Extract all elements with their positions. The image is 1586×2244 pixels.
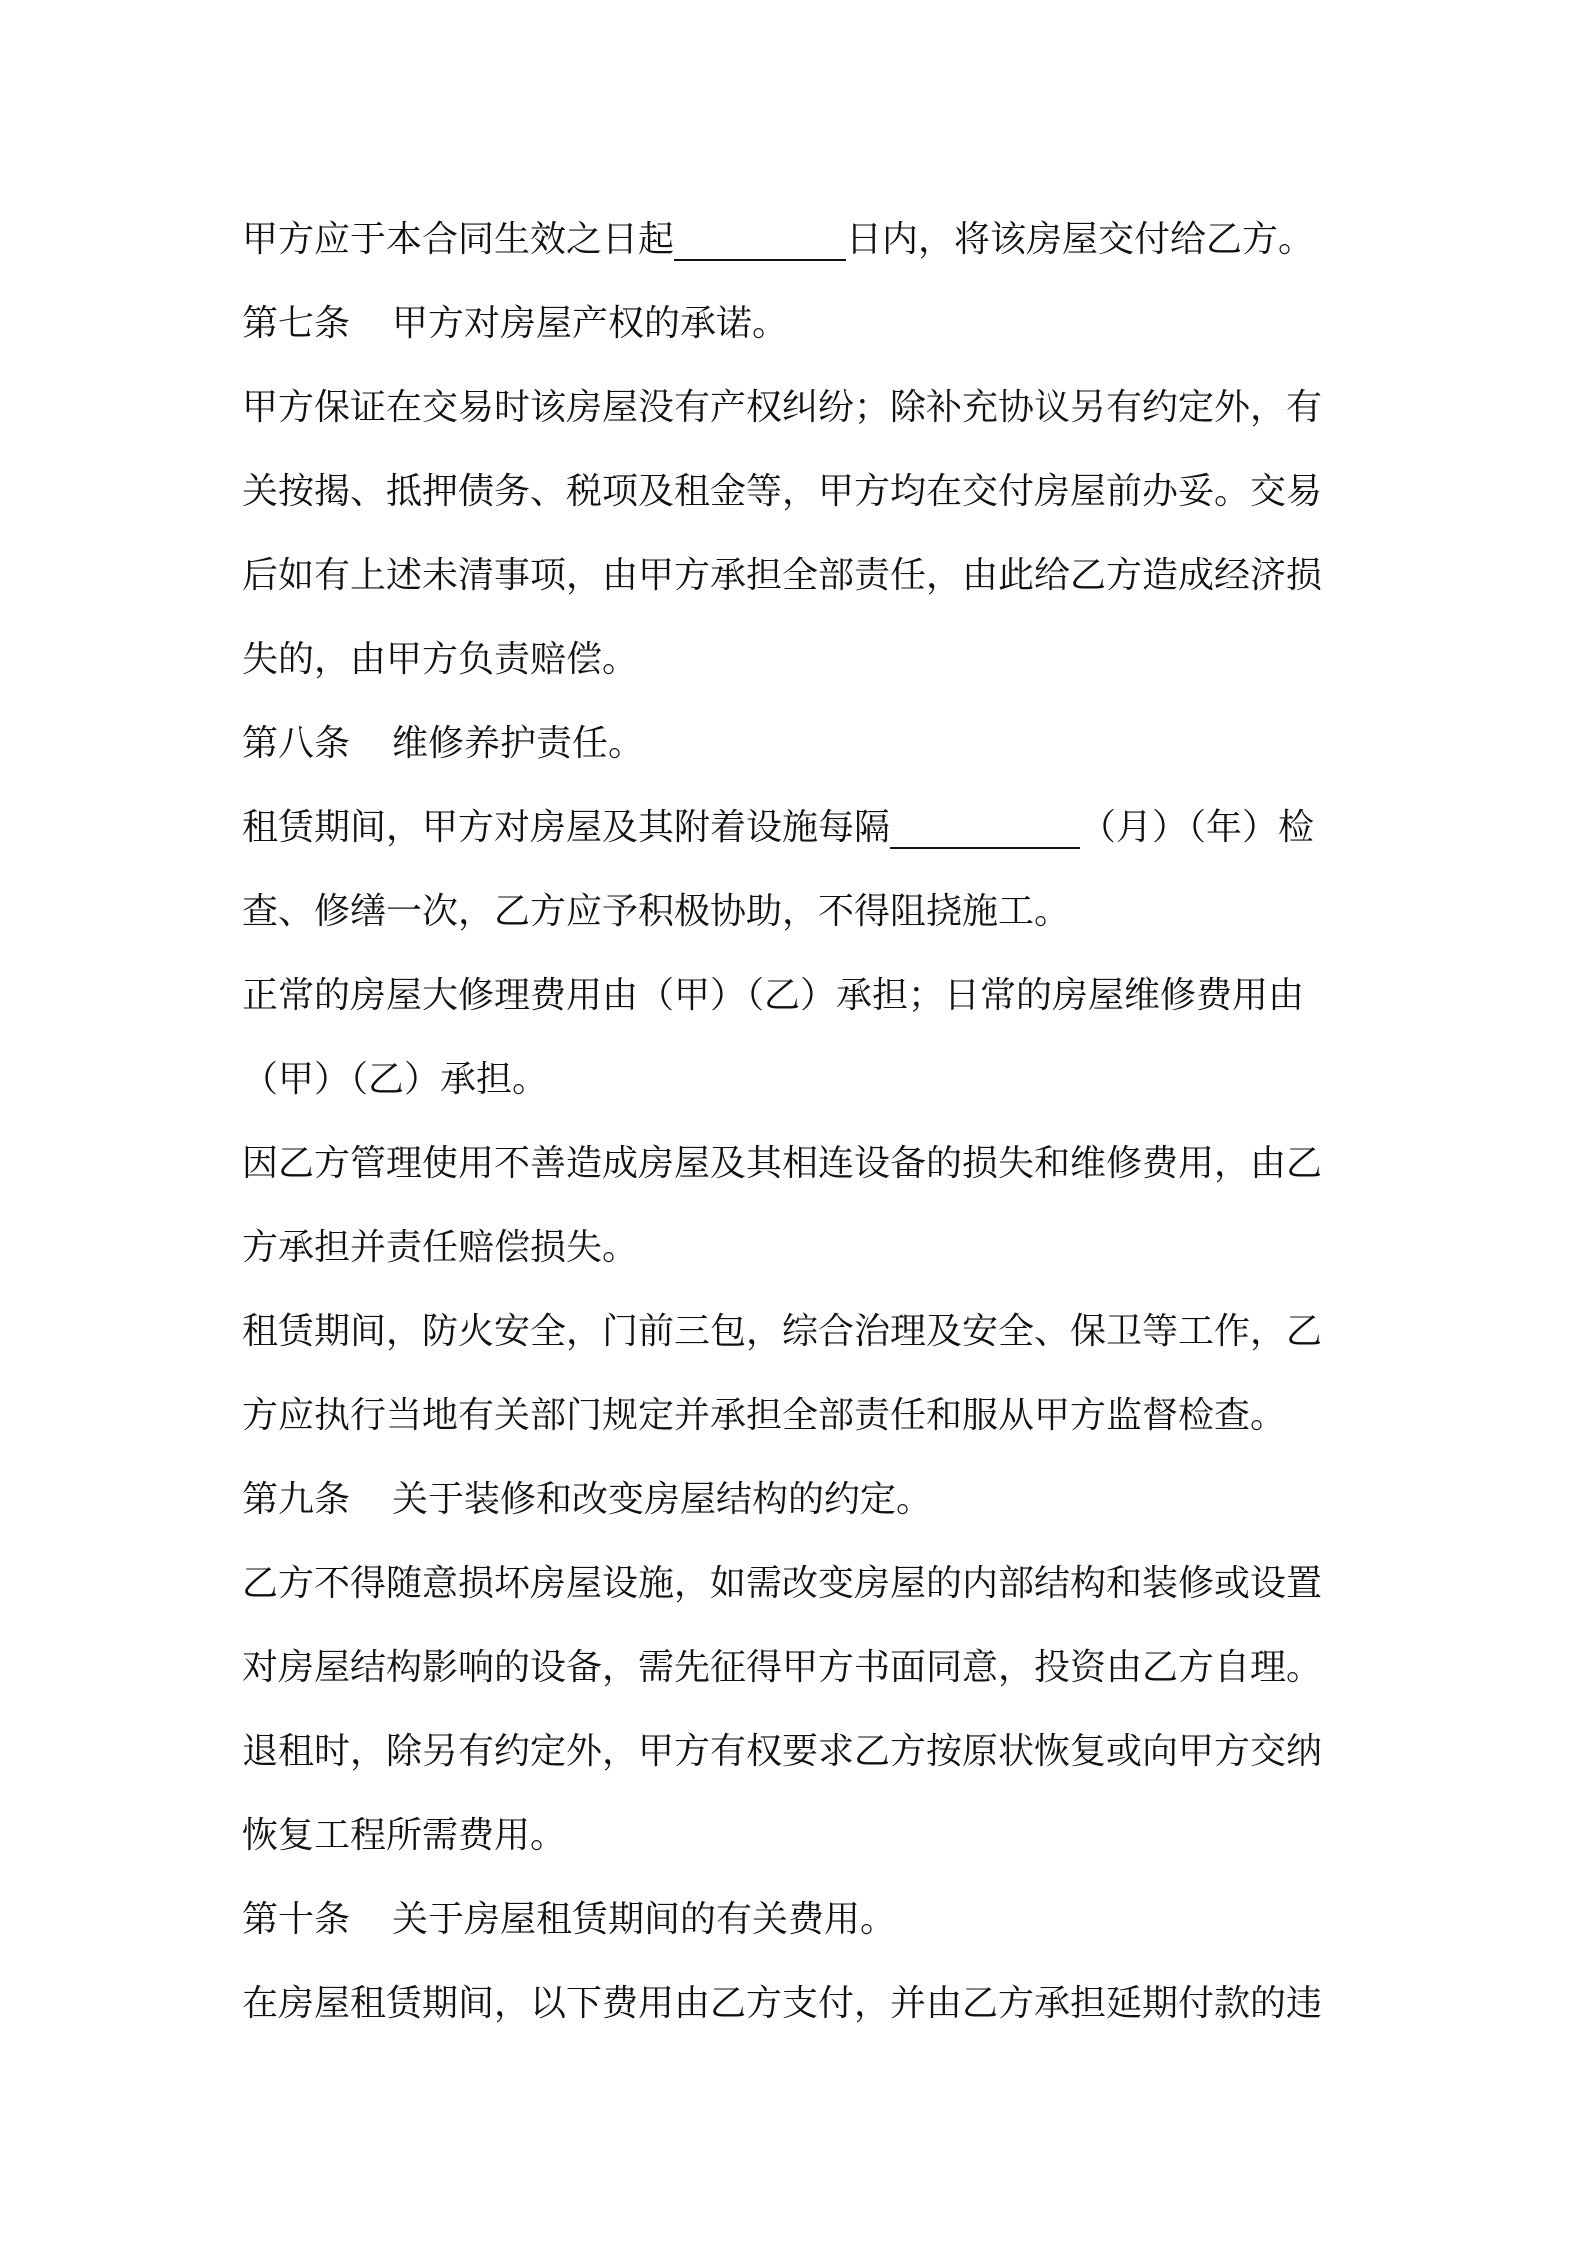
text-segment: 租赁期间，甲方对房屋及其附着设施每隔: [242, 807, 891, 848]
article-8-heading: [242, 702, 1364, 786]
paragraph-line: 方承担并责任赔偿损失。: [242, 1227, 639, 1268]
paragraph-line: [242, 198, 1364, 282]
paragraph-line: 甲方保证在交易时该房屋没有产权纠纷；除补充协议另有约定外，有: [242, 387, 1323, 428]
article-title: 甲方对房屋产权的承诺。: [392, 303, 789, 344]
paragraph-line: 失的，由甲方负责赔偿。: [242, 639, 639, 680]
paragraph-line: [242, 786, 1364, 870]
article-number: 第七条: [242, 303, 351, 344]
article-7-heading: [242, 282, 1364, 366]
paragraph-line: 退租时，除另有约定外，甲方有权要求乙方按原状恢复或向甲方交纳: [242, 1731, 1323, 1772]
paragraph-line: 恢复工程所需费用。: [242, 1815, 567, 1856]
paragraph-line: 关按揭、抵押债务、税项及租金等，甲方均在交付房屋前办妥。交易: [242, 471, 1323, 512]
article-title: 关于房屋租赁期间的有关费用。: [392, 1899, 897, 1940]
paragraph-line: 对房屋结构影响的设备，需先征得甲方书面同意，投资由乙方自理。: [242, 1647, 1323, 1688]
paragraph-line: 在房屋租赁期间，以下费用由乙方支付，并由乙方承担延期付款的违: [242, 1983, 1323, 2024]
paragraph-line: 因乙方管理使用不善造成房屋及其相连设备的损失和维修费用，由乙: [242, 1143, 1323, 1184]
article-title: 维修养护责任。: [392, 723, 645, 764]
paragraph-line: 查、修缮一次，乙方应予积极协助，不得阻挠施工。: [242, 891, 1071, 932]
paragraph-line: （甲）（乙）承担。: [242, 1059, 549, 1100]
fill-in-blank-days[interactable]: [674, 211, 846, 261]
paragraph-line: 后如有上述未清事项，由甲方承担全部责任，由此给乙方造成经济损: [242, 555, 1323, 596]
contract-text: [242, 198, 1364, 2046]
text-segment: 日内，将该房屋交付给乙方。: [846, 219, 1315, 260]
text-segment: 甲方应于本合同生效之日起: [242, 219, 675, 260]
article-number: 第八条: [242, 723, 351, 764]
article-number: 第十条: [242, 1899, 351, 1940]
text-segment: （月）（年）检: [1080, 807, 1315, 848]
article-title: 关于装修和改变房屋结构的约定。: [392, 1479, 933, 1520]
paragraph-line: 方应执行当地有关部门规定并承担全部责任和服从甲方监督检查。: [242, 1395, 1287, 1436]
fill-in-blank-interval[interactable]: [890, 799, 1080, 849]
article-9-heading: [242, 1458, 1364, 1542]
paragraph-line: 乙方不得随意损坏房屋设施，如需改变房屋的内部结构和装修或设置: [242, 1563, 1323, 1604]
paragraph-line: 正常的房屋大修理费用由（甲）（乙）承担；日常的房屋维修费用由: [242, 975, 1305, 1016]
paragraph-line: 租赁期间，防火安全，门前三包，综合治理及安全、保卫等工作，乙: [242, 1311, 1323, 1352]
article-10-heading: [242, 1878, 1364, 1962]
article-number: 第九条: [242, 1479, 351, 1520]
